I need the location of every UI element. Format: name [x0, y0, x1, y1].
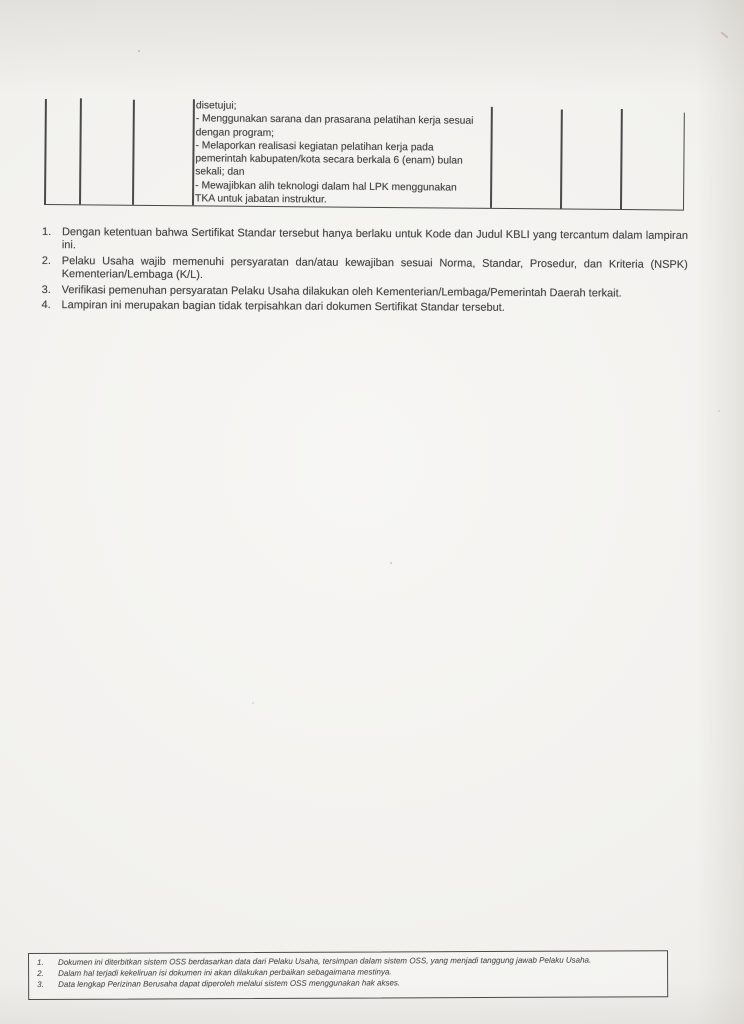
footer-note-text: Dokumen ini diterbitkan sistem OSS berdasarkan data dari Pelaku Usaha, tersimpan dalam sistem OSS, yang menjadi tanggung jawab Pelaku Usaha. — [58, 955, 592, 967]
table-column-line — [44, 99, 46, 204]
table-column-line — [560, 110, 562, 209]
note-text: Verifikasi pemenuhan persyaratan Pelaku Usaha dilakukan oleh Kementerian/Lembaga/Pemerintah Daerah terkait. — [61, 283, 622, 300]
note-item — [41, 299, 687, 316]
note-item — [42, 255, 688, 286]
footer-note-item — [37, 977, 659, 991]
table-column-line — [620, 109, 622, 209]
note-number: 2. — [41, 254, 52, 267]
footer-note-number: 1. — [37, 957, 44, 967]
table-column-line — [79, 98, 81, 204]
footer-notes-box — [28, 950, 668, 1000]
table-column-line — [132, 100, 134, 205]
note-item — [42, 226, 688, 257]
table-column-line — [192, 99, 194, 205]
note-text: Dengan ketentuan bahwa Sertifikat Standar tersebut hanya berlaku untuk Kode dan Judul KBLI yang tercantum dalam lampiran ini. — [61, 226, 688, 252]
scan-speck — [138, 50, 140, 52]
notes-list — [41, 226, 688, 318]
note-item — [42, 284, 688, 301]
note-number: 1. — [41, 226, 52, 239]
note-number: 4. — [41, 299, 51, 312]
footer-note-number: 2. — [37, 968, 44, 978]
footer-note-number: 3. — [37, 979, 44, 989]
table-cell-obligations: disetujui; - Menggunakan sarana dan prasarana pelatihan kerja sesuai dengan program; - Melaporkan realisasi kegiatan pelatihan kerja pada pemerintah kabupaten/kota secara berkala 6 (enam) bulan sekali; dan - Mewajibkan alih teknologi dalam hal LPK menggunakan TKA untuk jabatan instruktur. — [195, 100, 474, 206]
footer-note-text: Dalam hal terjadi kekeliruan isi dokumen ini akan dilakukan perbaikan sebagaimana mestinya. — [58, 967, 392, 978]
scan-speck — [718, 410, 720, 412]
scan-mark — [720, 31, 728, 38]
continuation-table — [44, 98, 685, 211]
table-column-line — [682, 113, 684, 210]
note-number: 3. — [41, 283, 51, 296]
scan-speck — [390, 562, 392, 564]
footer-note-text: Data lengkap Perizinan Berusaha dapat diperoleh melalui sistem OSS menggunakan hak akses. — [58, 977, 401, 989]
note-text: Lampiran ini merupakan bagian tidak terpisahkan dari dokumen Sertifikat Standar tersebut. — [61, 299, 505, 314]
scan-speck — [252, 702, 254, 704]
note-text: Pelaku Usaha wajib memenuhi persyaratan dan/atau kewajiban sesuai Norma, Standar, Prosedur, dan Kriteria (NSPK) Kementerian/Lembaga (K/L). — [61, 254, 688, 282]
